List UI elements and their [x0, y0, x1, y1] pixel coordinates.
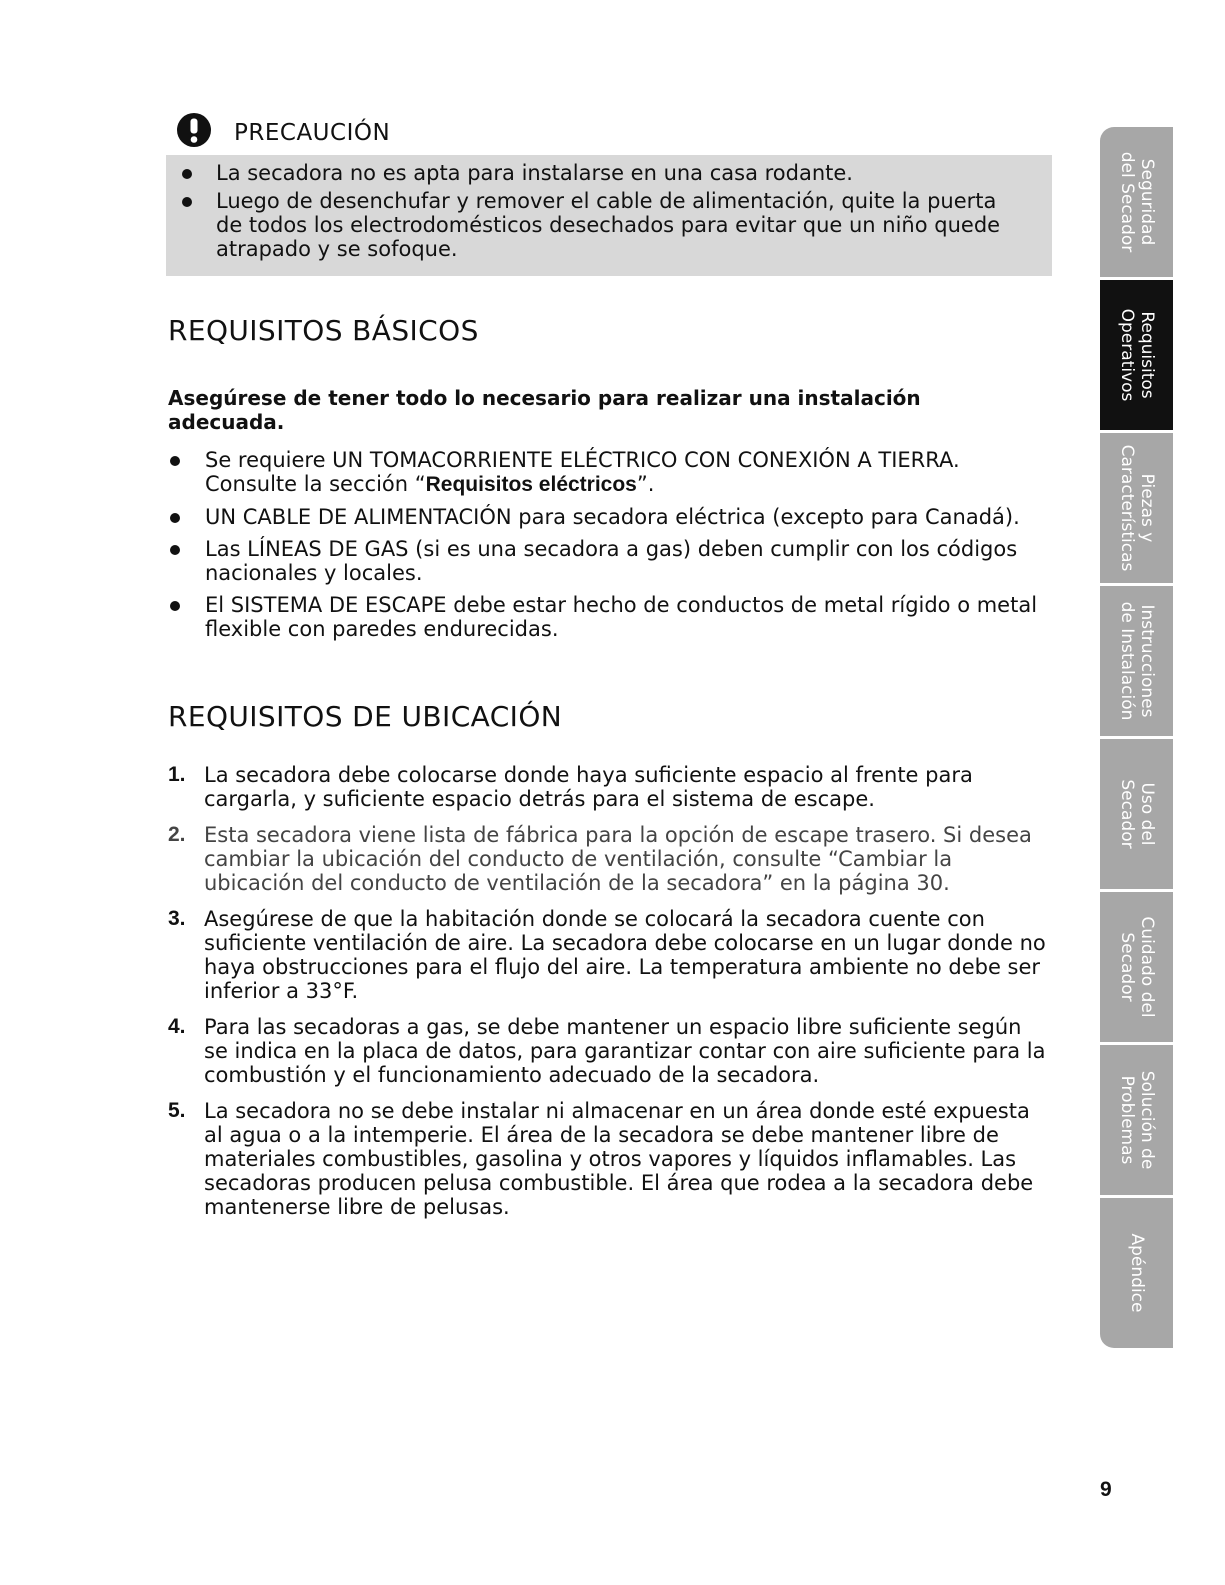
list-item: 1. La secadora debe colocarse donde haya suficiente espacio al frente para cargarla, y suficiente espacio detrás para el sistema de escape. — [168, 763, 973, 811]
caution-header — [176, 110, 390, 150]
list-item: 2. Esta secadora viene lista de fábrica para la opción de escape trasero. Si desea cambiar la ubicación del conducto de ventilación, consulte “Cambiar la ubicación del conducto de ventilación de la secadora” en la página 30. — [168, 823, 1032, 895]
tab-piezas-y-caracteristicas[interactable]: Piezas y Características — [1100, 433, 1173, 586]
tab-apendice[interactable]: Apéndice — [1100, 1198, 1173, 1348]
list-item: 4. Para las secadoras a gas, se debe mantener un espacio libre suficiente según se indica en la placa de datos, para garantizar contar con aire suficiente para la combustión y el funcionamiento adecuado de la secadora. — [168, 1015, 1046, 1087]
caution-item: La secadora no es apta para instalarse en una casa rodante. — [166, 161, 1052, 185]
list-item: 3. Asegúrese de que la habitación donde se colocará la secadora cuente con suficiente ventilación de aire. La secadora debe colocarse en un lugar donde no haya obstrucciones para el flujo del aire. La temperatura ambiente no debe ser inferior a 33°F. — [168, 907, 1046, 1003]
tab-cuidado-del-secador[interactable]: Cuidado del Secador — [1100, 892, 1173, 1045]
tab-instrucciones-de-instalacion[interactable]: Instrucciones de Instalación — [1100, 586, 1173, 739]
section-tabs — [1100, 127, 1173, 1348]
caution-item: Luego de desenchufar y remover el cable de alimentación, quite la puerta de todos los electrodomésticos desechados para evitar que un niño quede atrapado y se sofoque. — [166, 189, 1052, 261]
list-item: Las LÍNEAS DE GAS (si es una secadora a gas) deben cumplir con los códigos nacionales y locales. — [168, 537, 1048, 585]
tab-solucion-de-problemas[interactable]: Solución de Problemas — [1100, 1045, 1173, 1198]
electrical-requirements-reference: Requisitos eléctricos — [425, 473, 637, 496]
bullet-icon — [170, 545, 180, 555]
tab-seguridad-del-secador[interactable]: Seguridad del Secador — [1100, 127, 1173, 280]
basic-requirements-heading: REQUISITOS BÁSICOS — [168, 314, 479, 347]
location-requirements-list — [168, 763, 1048, 1231]
caution-list — [166, 161, 1052, 265]
page-number: 9 — [1100, 1478, 1112, 1501]
bullet-icon — [170, 456, 180, 466]
exclamation-circle-icon — [176, 112, 212, 148]
bullet-icon — [182, 169, 192, 179]
item-number: 4. — [168, 1015, 186, 1038]
bullet-icon — [182, 197, 192, 207]
list-item: Se requiere UN TOMACORRIENTE ELÉCTRICO CON CONEXIÓN A TIERRA. Consulte la sección “Requisitos eléctricos”. — [168, 448, 1048, 497]
item-number: 3. — [168, 907, 186, 930]
list-item: 5. La secadora no se debe instalar ni almacenar en un área donde esté expuesta al agua o a la intemperie. El área de la secadora se debe mantener libre de materiales combustibles, gasolina y otros vapores y líquidos inflamables. Las secadoras producen pelusa combustible. El área que rodea a la secadora debe mantenerse libre de pelusas. — [168, 1099, 1034, 1219]
tab-requisitos-operativos[interactable]: Requisitos Operativos — [1100, 280, 1173, 433]
item-number: 5. — [168, 1099, 186, 1122]
caution-title: PRECAUCIÓN — [234, 120, 391, 146]
basic-requirements-list — [168, 448, 1048, 649]
tab-uso-del-secador[interactable]: Uso del Secador — [1100, 739, 1173, 892]
list-item: UN CABLE DE ALIMENTACIÓN para secadora eléctrica (excepto para Canadá). — [168, 505, 1048, 529]
bullet-icon — [170, 513, 180, 523]
bullet-icon — [170, 601, 180, 611]
list-item: El SISTEMA DE ESCAPE debe estar hecho de conductos de metal rígido o metal flexible con paredes endurecidas. — [168, 593, 1048, 641]
caution-box — [166, 155, 1052, 276]
item-number: 1. — [168, 763, 186, 786]
item-number: 2. — [168, 823, 186, 846]
location-requirements-heading: REQUISITOS DE UBICACIÓN — [168, 700, 563, 733]
basic-requirements-lead: Asegúrese de tener todo lo necesario para realizar una instalación adecuada. — [168, 386, 921, 434]
